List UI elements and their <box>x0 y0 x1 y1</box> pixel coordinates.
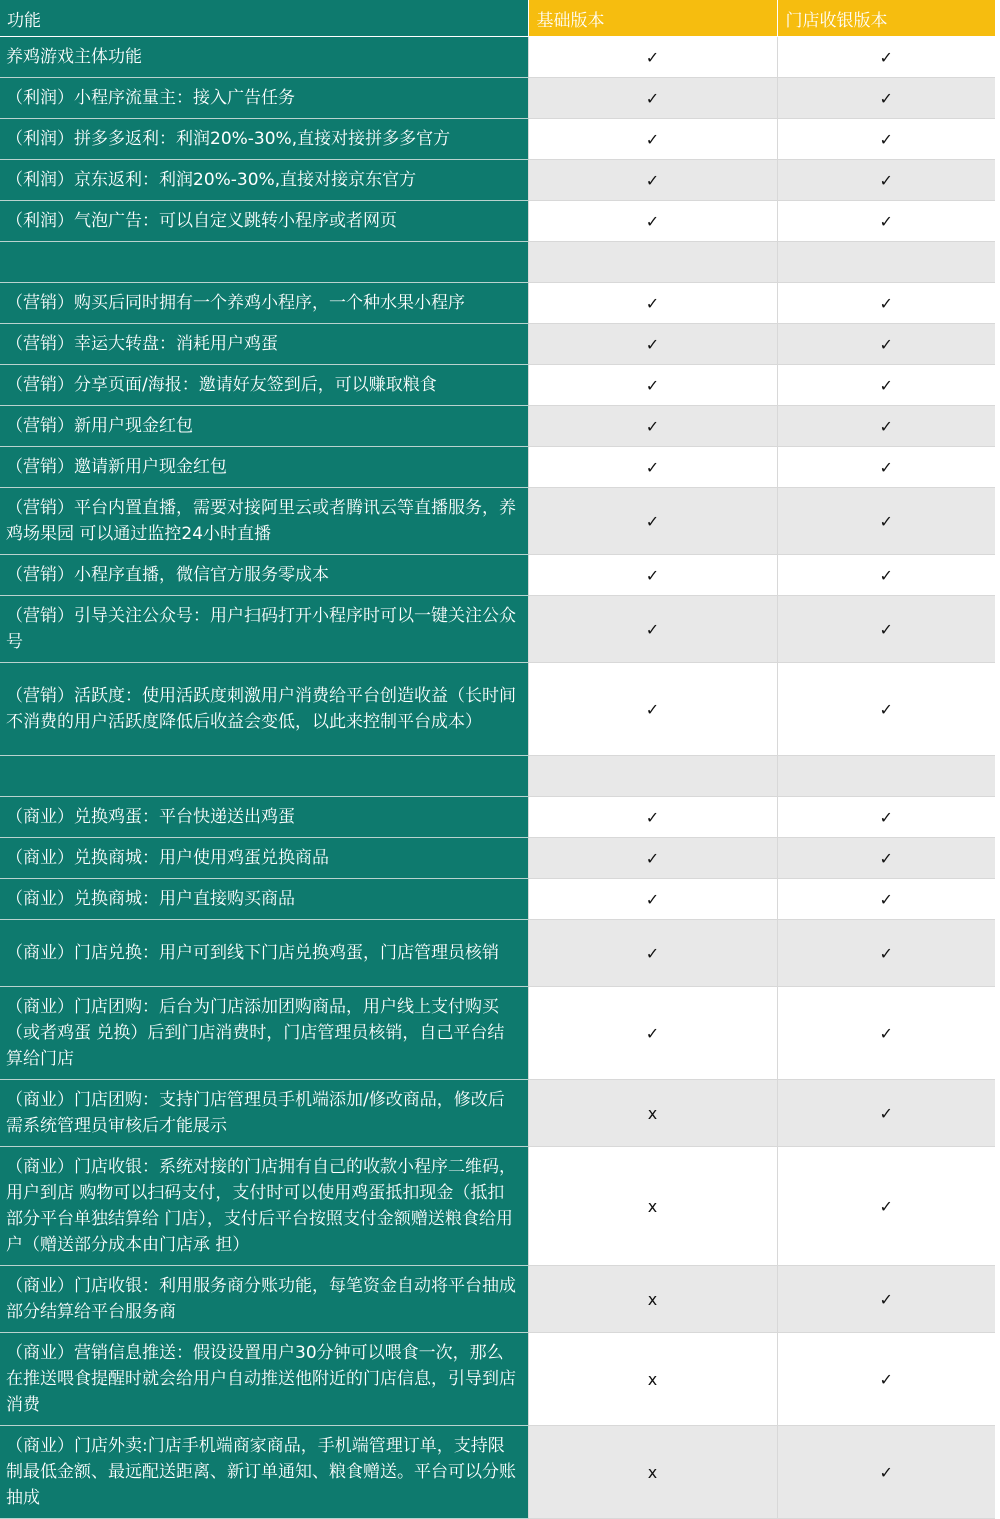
store-mark: ✓ <box>777 596 995 663</box>
table-row <box>0 596 995 663</box>
table-row <box>0 1426 995 1519</box>
store-mark: ✓ <box>777 555 995 596</box>
feature-cell <box>0 756 528 797</box>
table-row <box>0 365 995 406</box>
feature-cell: 养鸡游戏主体功能 <box>0 37 528 78</box>
feature-cell: （商业）营销信息推送：假设设置用户30分钟可以喂食一次，那么在推送喂食提醒时就会给用户自动推送他附近的门店信息，引导到店消费 <box>0 1333 528 1426</box>
basic-mark: ✓ <box>528 283 777 324</box>
table-row <box>0 447 995 488</box>
basic-mark: ✓ <box>528 920 777 987</box>
store-mark: ✓ <box>777 1080 995 1147</box>
feature-cell: （商业）门店兑换：用户可到线下门店兑换鸡蛋，门店管理员核销 <box>0 920 528 987</box>
basic-mark: ✓ <box>528 447 777 488</box>
table-row <box>0 1080 995 1147</box>
table-row <box>0 160 995 201</box>
store-version-header: 门店收银版本 <box>777 0 995 37</box>
store-mark: ✓ <box>777 1266 995 1333</box>
store-mark: ✓ <box>777 365 995 406</box>
feature-cell: （商业）门店收银：系统对接的门店拥有自己的收款小程序二维码，用户到店 购物可以扫码支付，支付时可以使用鸡蛋抵扣现金（抵扣部分平台单独结算给 门店），支付后平台按照支付金额赠送粮食给用户（赠送部分成本由门店承 担） <box>0 1147 528 1266</box>
table-row <box>0 1147 995 1266</box>
basic-mark: ✓ <box>528 78 777 119</box>
basic-mark: ✓ <box>528 879 777 920</box>
table-row <box>0 283 995 324</box>
feature-cell: （利润）小程序流量主：接入广告任务 <box>0 78 528 119</box>
table-row <box>0 987 995 1080</box>
feature-cell: （营销）分享页面/海报：邀请好友签到后，可以赚取粮食 <box>0 365 528 406</box>
store-mark: ✓ <box>777 663 995 756</box>
store-mark: ✓ <box>777 797 995 838</box>
basic-version-header: 基础版本 <box>528 0 777 37</box>
store-mark: ✓ <box>777 447 995 488</box>
table-row <box>0 119 995 160</box>
store-mark: ✓ <box>777 1333 995 1426</box>
basic-mark: x <box>528 1333 777 1426</box>
basic-mark: ✓ <box>528 406 777 447</box>
table-row <box>0 920 995 987</box>
table-row-spacer <box>0 756 995 797</box>
store-mark: ✓ <box>777 324 995 365</box>
basic-mark: ✓ <box>528 663 777 756</box>
feature-column-header: 功能 <box>0 0 528 37</box>
basic-mark: ✓ <box>528 797 777 838</box>
store-mark: ✓ <box>777 406 995 447</box>
basic-mark: ✓ <box>528 838 777 879</box>
store-mark: ✓ <box>777 987 995 1080</box>
store-mark: ✓ <box>777 78 995 119</box>
feature-cell: （商业）兑换鸡蛋：平台快递送出鸡蛋 <box>0 797 528 838</box>
feature-cell: （商业）兑换商城：用户使用鸡蛋兑换商品 <box>0 838 528 879</box>
table-row <box>0 324 995 365</box>
table-row <box>0 1333 995 1426</box>
feature-cell <box>0 242 528 283</box>
feature-cell: （商业）门店外卖:门店手机端商家商品，手机端管理订单，支持限制最低金额、最远配送距离、新订单通知、粮食赠送。平台可以分账抽成 <box>0 1426 528 1519</box>
table-row-spacer <box>0 242 995 283</box>
feature-cell: （商业）门店团购：支持门店管理员手机端添加/修改商品，修改后需系统管理员审核后才能展示 <box>0 1080 528 1147</box>
basic-mark: ✓ <box>528 119 777 160</box>
store-mark: ✓ <box>777 37 995 78</box>
basic-mark <box>528 242 777 283</box>
store-mark: ✓ <box>777 1147 995 1266</box>
feature-cell: （商业）门店收银：利用服务商分账功能，每笔资金自动将平台抽成部分结算给平台服务商 <box>0 1266 528 1333</box>
basic-mark <box>528 756 777 797</box>
table-row <box>0 555 995 596</box>
table-row <box>0 201 995 242</box>
basic-mark: ✓ <box>528 160 777 201</box>
store-mark: ✓ <box>777 838 995 879</box>
table-row <box>0 663 995 756</box>
basic-mark: x <box>528 1426 777 1519</box>
feature-cell: （营销）小程序直播，微信官方服务零成本 <box>0 555 528 596</box>
table-row <box>0 78 995 119</box>
feature-cell: （营销）新用户现金红包 <box>0 406 528 447</box>
store-mark: ✓ <box>777 160 995 201</box>
feature-cell: （营销）引导关注公众号：用户扫码打开小程序时可以一键关注公众号 <box>0 596 528 663</box>
feature-cell: （营销）平台内置直播，需要对接阿里云或者腾讯云等直播服务，养鸡场果园 可以通过监控24小时直播 <box>0 488 528 555</box>
table-row <box>0 797 995 838</box>
feature-cell: （营销）邀请新用户现金红包 <box>0 447 528 488</box>
basic-mark: ✓ <box>528 324 777 365</box>
basic-mark: ✓ <box>528 488 777 555</box>
table-row <box>0 1266 995 1333</box>
basic-mark: ✓ <box>528 987 777 1080</box>
feature-cell: （商业）门店团购：后台为门店添加团购商品，用户线上支付购买（或者鸡蛋 兑换）后到门店消费时，门店管理员核销，自己平台结算给门店 <box>0 987 528 1080</box>
table-row <box>0 37 995 78</box>
store-mark: ✓ <box>777 879 995 920</box>
table-row <box>0 406 995 447</box>
basic-mark: x <box>528 1147 777 1266</box>
store-mark: ✓ <box>777 283 995 324</box>
feature-cell: （营销）活跃度：使用活跃度刺激用户消费给平台创造收益（长时间不消费的用户活跃度降低后收益会变低，以此来控制平台成本） <box>0 663 528 756</box>
store-mark: ✓ <box>777 201 995 242</box>
store-mark: ✓ <box>777 1426 995 1519</box>
basic-mark: ✓ <box>528 596 777 663</box>
table-row <box>0 488 995 555</box>
basic-mark: ✓ <box>528 555 777 596</box>
header-row <box>0 0 995 37</box>
table-row <box>0 879 995 920</box>
feature-cell: （利润）拼多多返利：利润20%-30%,直接对接拼多多官方 <box>0 119 528 160</box>
store-mark <box>777 756 995 797</box>
basic-mark: ✓ <box>528 201 777 242</box>
table-row <box>0 838 995 879</box>
feature-cell: （营销）购买后同时拥有一个养鸡小程序，一个种水果小程序 <box>0 283 528 324</box>
basic-mark: ✓ <box>528 37 777 78</box>
feature-cell: （营销）幸运大转盘：消耗用户鸡蛋 <box>0 324 528 365</box>
store-mark: ✓ <box>777 920 995 987</box>
feature-cell: （商业）兑换商城：用户直接购买商品 <box>0 879 528 920</box>
feature-cell: （利润）气泡广告：可以自定义跳转小程序或者网页 <box>0 201 528 242</box>
basic-mark: x <box>528 1080 777 1147</box>
basic-mark: x <box>528 1266 777 1333</box>
feature-cell: （利润）京东返利：利润20%-30%,直接对接京东官方 <box>0 160 528 201</box>
basic-mark: ✓ <box>528 365 777 406</box>
store-mark: ✓ <box>777 488 995 555</box>
store-mark: ✓ <box>777 119 995 160</box>
store-mark <box>777 242 995 283</box>
